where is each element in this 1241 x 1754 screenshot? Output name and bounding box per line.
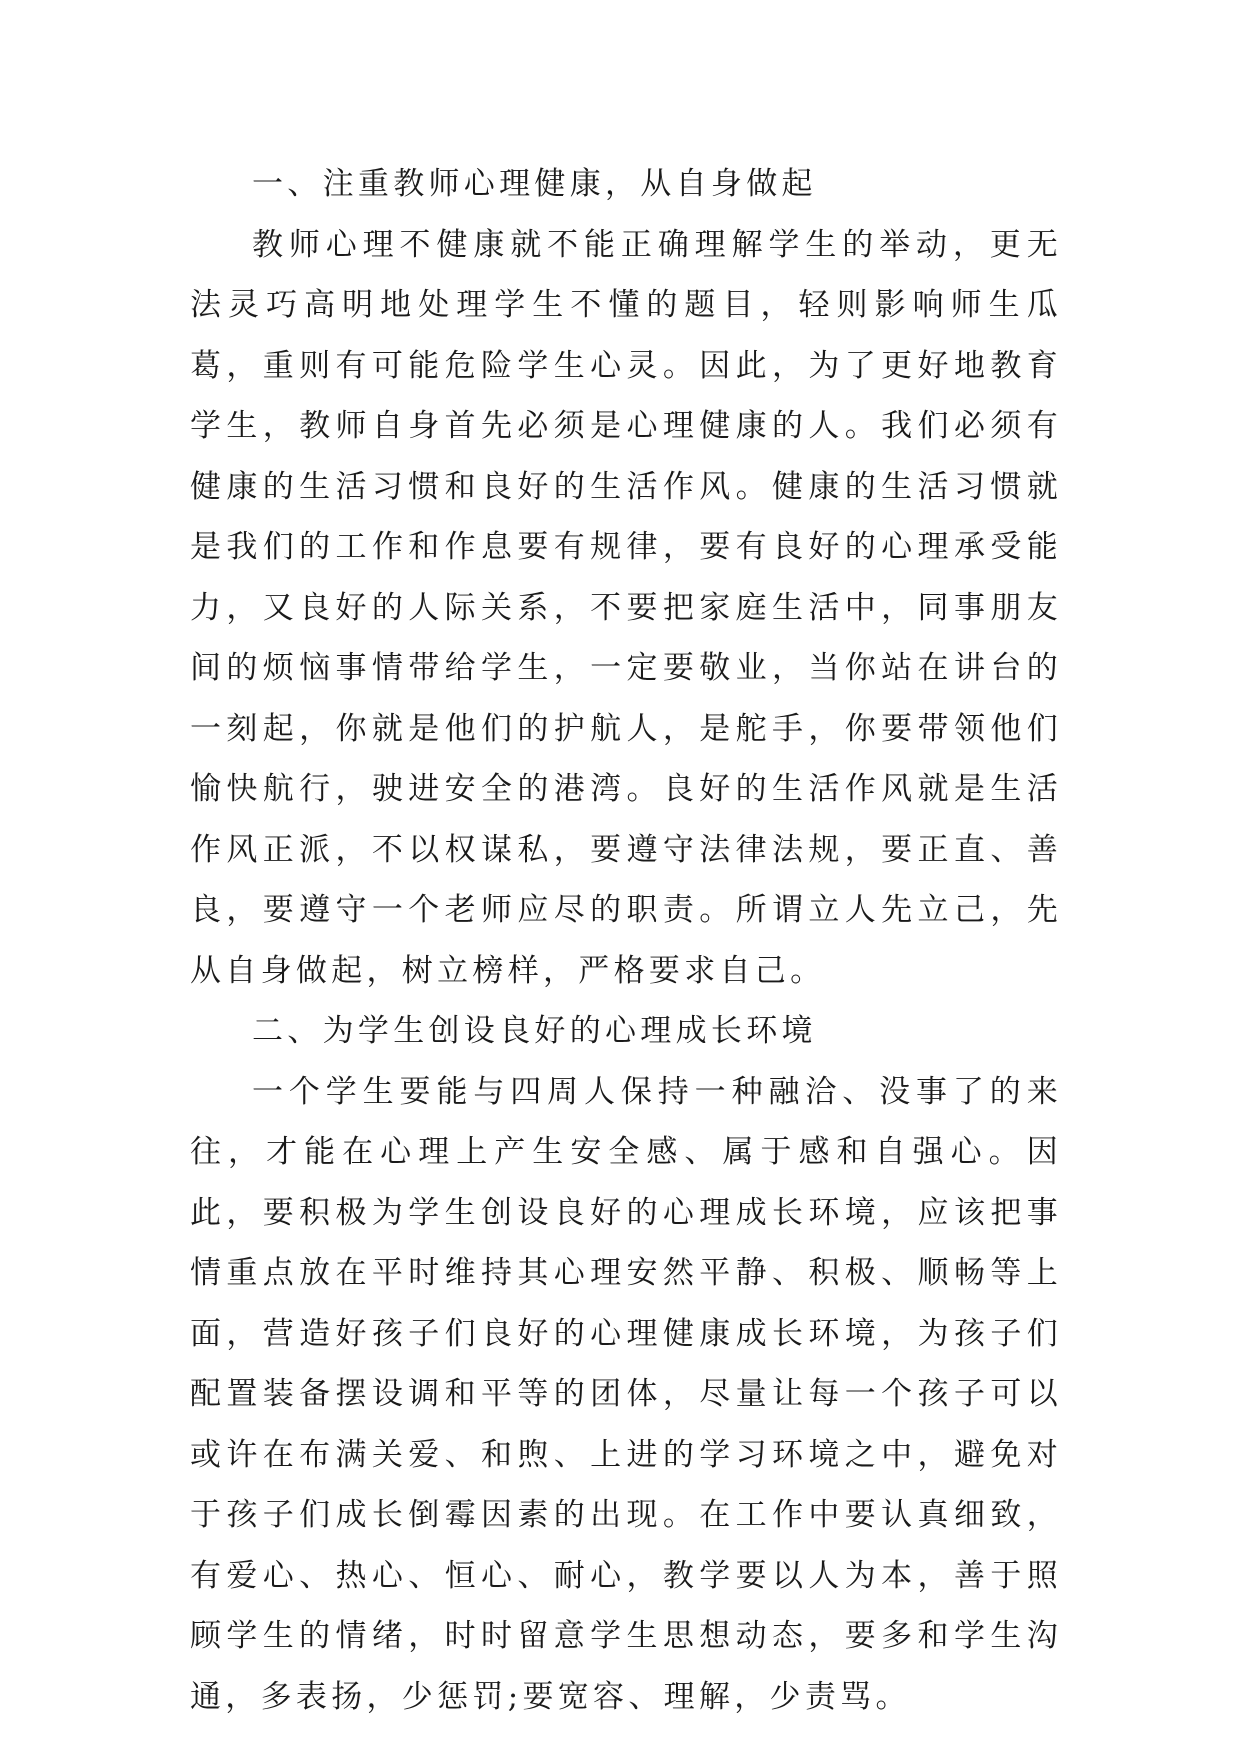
section-paragraph-1: 教师心理不健康就不能正确理解学生的举动，更无法灵巧高明地处理学生不懂的题目，轻则影响师生瓜葛，重则有可能危险学生心灵。因此，为了更好地教育学生，教师自身首先必须是心理健康的人。我们必须有健康的生活习惯和良好的生活作风。健康的生活习惯就是我们的工作和作息要有规律，要有良好的心理承受能力，又良好的人际关系，不要把家庭生活中，同事朋友间的烦恼事情带给学生，一定要敬业，当你站在讲台的一刻起，你就是他们的护航人，是舵手，你要带领他们愉快航行，驶进安全的港湾。良好的生活作风就是生活作风正派，不以权谋私，要遵守法律法规，要正直、善良，要遵守一个老师应尽的职责。所谓立人先立己，先从自身做起，树立榜样，严格要求自己。 — [190, 226, 1062, 989]
document-body — [190, 154, 1062, 1727]
section-heading-2: 二、为学生创设良好的心理成长环境 — [252, 1013, 817, 1049]
section-paragraph-2: 一个学生要能与四周人保持一种融洽、没事了的来往，才能在心理上产生安全感、属于感和自强心。因此，要积极为学生创设良好的心理成长环境，应该把事情重点放在平时维持其心理安然平静、积极、顺畅等上面，营造好孩子们良好的心理健康成长环境，为孩子们配置装备摆设调和平等的团体，尽量让每一个孩子可以或许在布满关爱、和煦、上进的学习环境之中，避免对于孩子们成长倒霉因素的出现。在工作中要认真细致，有爱心、热心、恒心、耐心，教学要以人为本，善于照顾学生的情绪，时时留意学生思想动态，要多和学生沟通，多表扬，少惩罚;要宽容、理解，少责骂。 — [190, 1073, 1062, 1715]
section-heading-1: 一、注重教师心理健康，从自身做起 — [252, 166, 817, 202]
